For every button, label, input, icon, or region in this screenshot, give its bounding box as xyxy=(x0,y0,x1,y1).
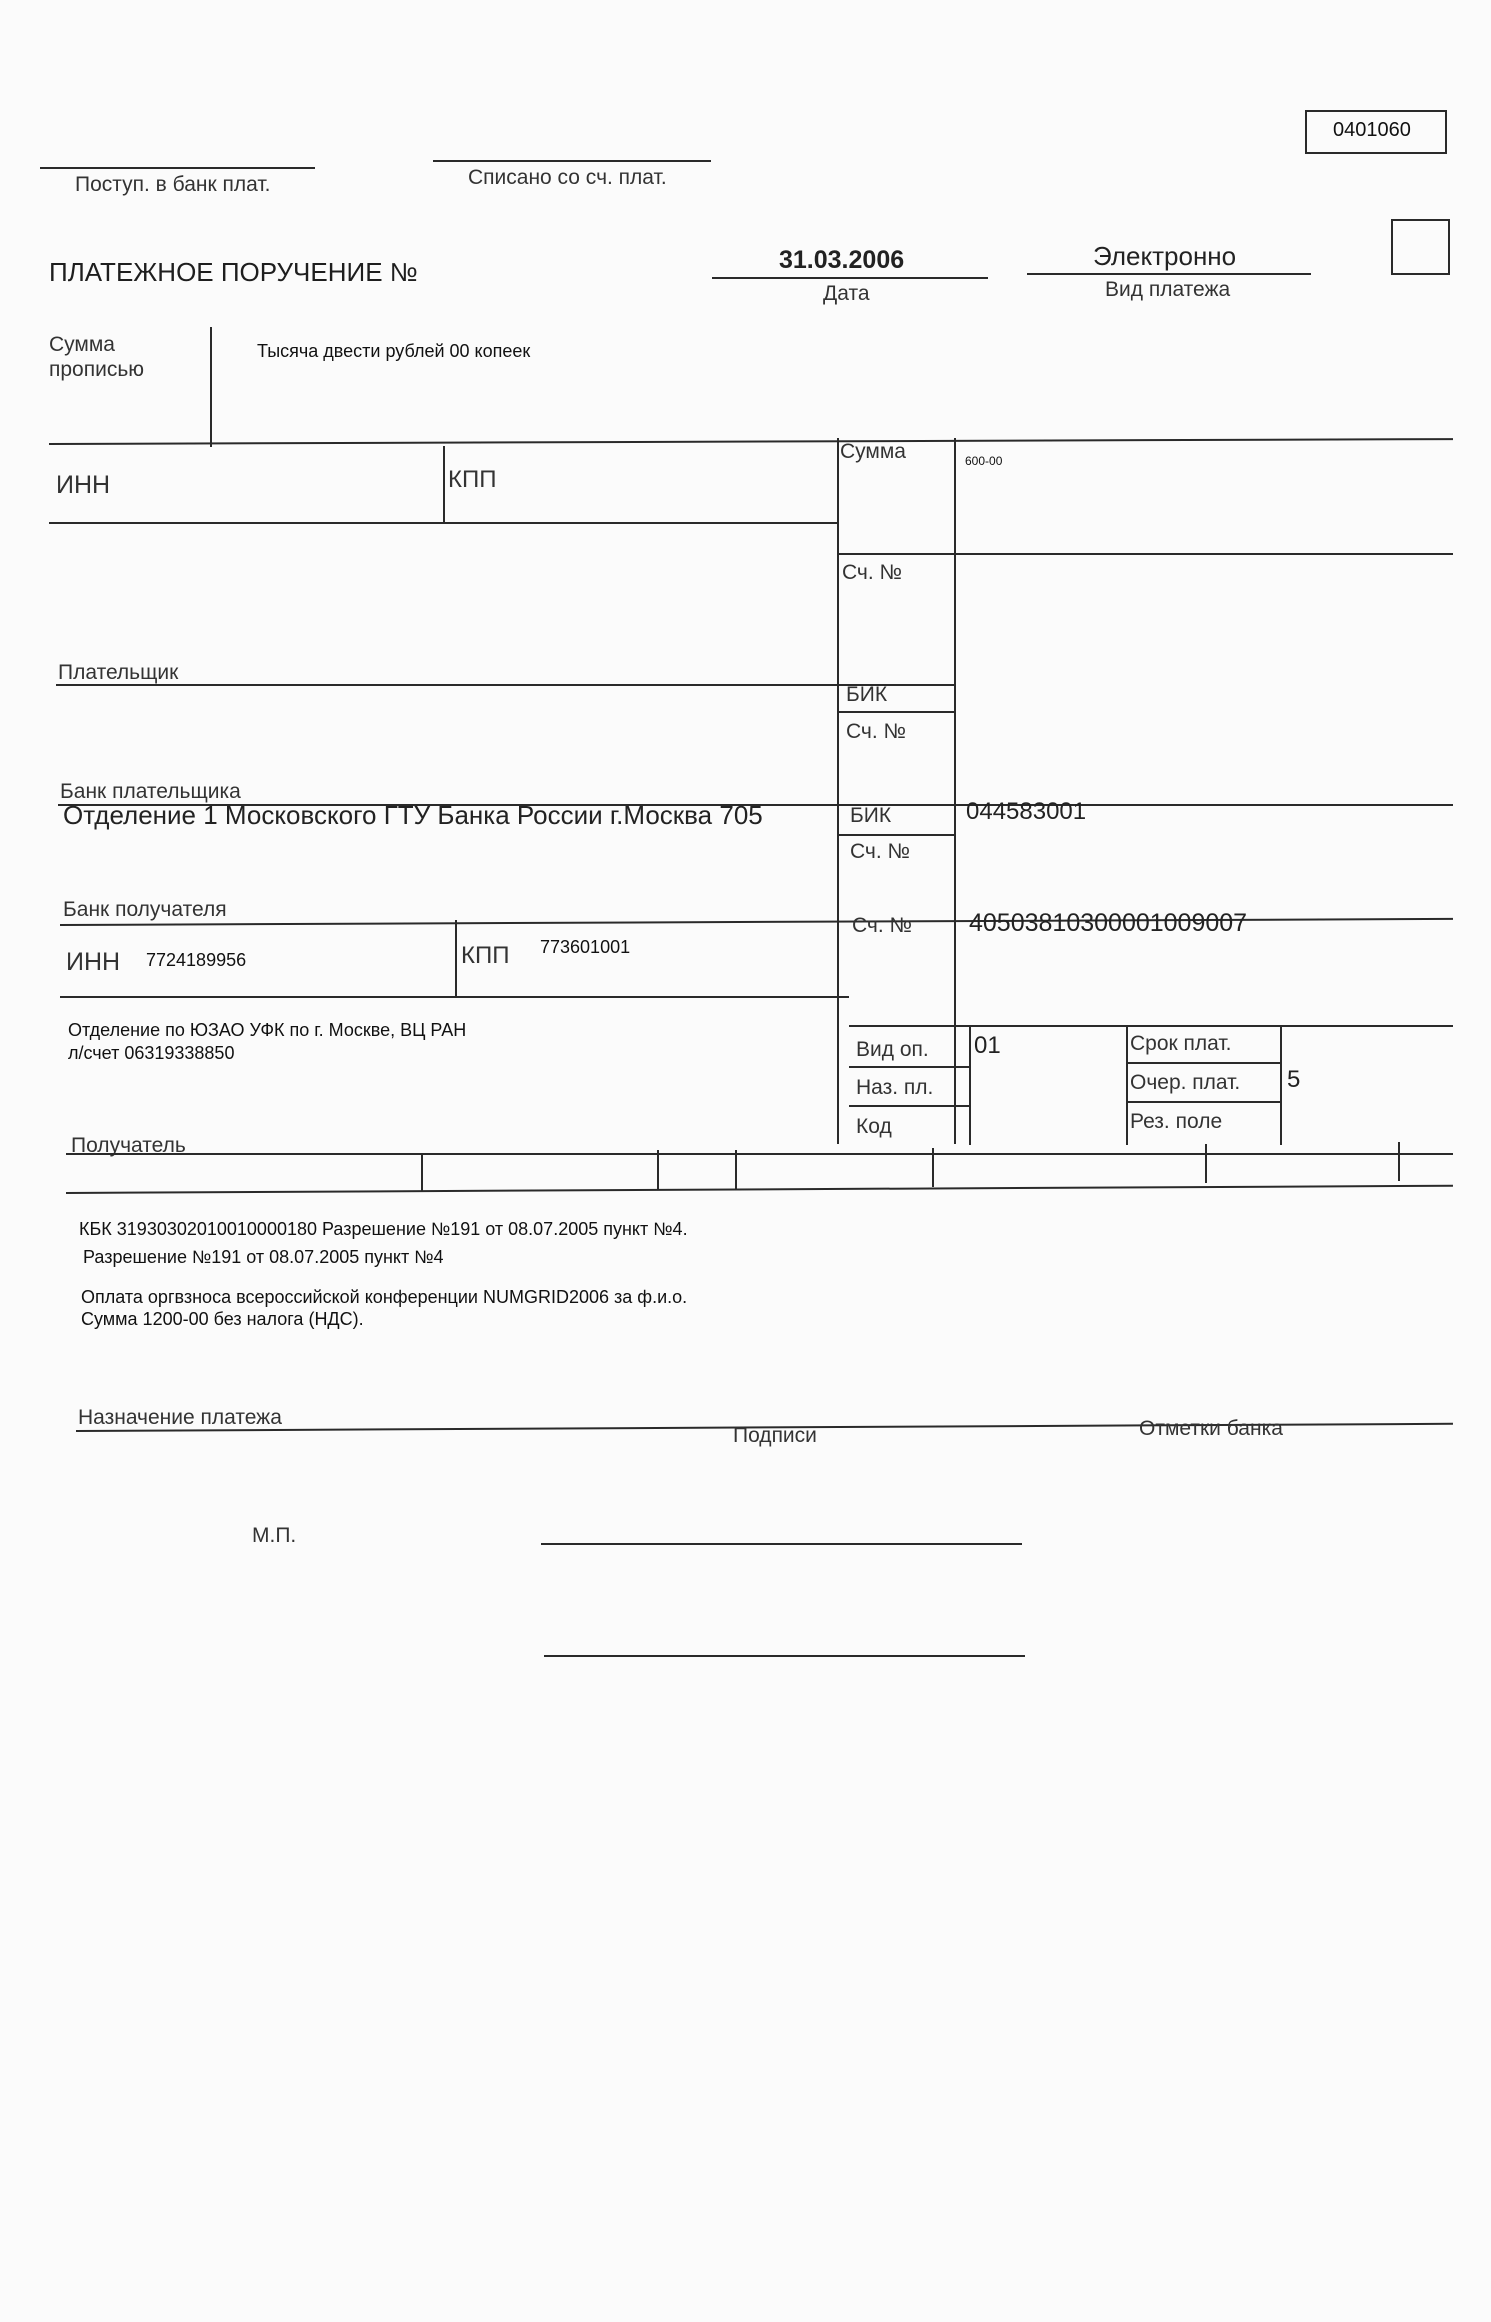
op-type-label: Вид оп. xyxy=(856,1038,929,1061)
payee-name-line2: л/счет 06319338850 xyxy=(68,1043,235,1063)
tax-cell-divider-1 xyxy=(421,1153,423,1192)
op-right-row2-line xyxy=(1126,1101,1280,1103)
payer-bank-bik-label: БИК xyxy=(846,683,888,706)
signature-line-1 xyxy=(541,1543,1022,1545)
payer-sum-label: Сумма xyxy=(840,440,906,463)
purpose-line3: Оплата оргвзноса всероссийской конференции NUMGRID2006 за ф.и.о. xyxy=(81,1287,688,1307)
payee-kpp-label: КПП xyxy=(461,942,510,969)
payee-bank-name: Отделение 1 Московского ГТУ Банка России г.Москва 705 xyxy=(63,800,763,830)
payer-kpp-label: КПП xyxy=(448,466,497,493)
payer-bank-account-label: Сч. № xyxy=(846,720,907,743)
payer-account-label: Сч. № xyxy=(842,561,903,584)
payee-inn-kpp-divider xyxy=(455,920,457,998)
tax-cell-divider-2 xyxy=(657,1150,659,1189)
reserve-label: Рез. поле xyxy=(1130,1110,1223,1133)
tax-cell-divider-5 xyxy=(1205,1144,1207,1183)
payee-inn-label: ИНН xyxy=(66,948,121,976)
payer-bik-line xyxy=(837,711,954,713)
payer-bank-label: Банк плательщика xyxy=(60,780,241,803)
purpose-code-label: Наз. пл. xyxy=(856,1076,934,1099)
col-divider-left xyxy=(837,438,839,1144)
payee-kpp-value: 773601001 xyxy=(540,937,631,957)
op-right-row1-line xyxy=(1126,1062,1280,1064)
debited-label: Списано со сч. плат. xyxy=(468,166,667,189)
received-label: Поступ. в банк плат. xyxy=(75,173,271,196)
operation-divider-a xyxy=(969,1025,971,1145)
priority-label: Очер. плат. xyxy=(1130,1071,1241,1094)
tax-row-top-line xyxy=(66,1153,1453,1155)
date-value: 31.03.2006 xyxy=(779,246,905,274)
sum-bottom-line xyxy=(837,553,1453,555)
payee-inn-bottom-line xyxy=(60,996,849,998)
deadline-label: Срок плат. xyxy=(1130,1032,1232,1055)
purpose-line1: КБК 31930302010010000180 Разрешение №191 от 08.07.2005 пункт №4. xyxy=(79,1219,688,1239)
payment-type-value: Электронно xyxy=(1093,241,1237,271)
payee-label: Получатель xyxy=(71,1134,186,1157)
payee-inn-value: 7724189956 xyxy=(146,950,247,970)
page-title: ПЛАТЕЖНОЕ ПОРУЧЕНИЕ № xyxy=(49,257,418,287)
debited-line xyxy=(433,160,711,162)
amount-words-bottom-line xyxy=(49,438,1453,445)
op-row2-line xyxy=(849,1105,969,1107)
payee-account-label: Сч. № xyxy=(852,914,913,937)
operation-divider-c xyxy=(1280,1025,1282,1145)
payment-type-label: Вид платежа xyxy=(1105,278,1231,301)
tax-row-bottom-line xyxy=(66,1185,1453,1194)
op-type-value: 01 xyxy=(974,1032,1001,1059)
operation-divider-b xyxy=(1126,1025,1128,1145)
signatures-label: Подписи xyxy=(733,1424,817,1447)
code-label: Код xyxy=(856,1115,892,1138)
payer-inn-bottom-line xyxy=(49,522,837,524)
date-line xyxy=(712,277,988,279)
bank-marks-label: Отметки банка xyxy=(1139,1417,1283,1440)
op-row1-line xyxy=(849,1066,969,1068)
tax-cell-divider-4 xyxy=(932,1148,934,1187)
payee-bank-account-label: Сч. № xyxy=(850,840,911,863)
received-line xyxy=(40,167,315,169)
checkbox-square xyxy=(1391,219,1450,275)
priority-value: 5 xyxy=(1287,1066,1301,1093)
purpose-line2: Разрешение №191 от 08.07.2005 пункт №4 xyxy=(83,1247,444,1267)
payee-bik-line xyxy=(837,834,954,836)
payer-sum-value: 600-00 xyxy=(965,454,1003,468)
payer-bottom-line xyxy=(56,684,954,686)
payee-name-line1: Отделение по ЮЗАО УФК по г. Москве, ВЦ РАН xyxy=(68,1020,467,1040)
purpose-label: Назначение платежа xyxy=(78,1406,282,1429)
purpose-line4: Сумма 1200-00 без налога (НДС). xyxy=(81,1309,364,1329)
payer-inn-kpp-divider xyxy=(443,446,445,522)
amount-words-value: Тысяча двести рублей 00 копеек xyxy=(257,341,531,361)
form-code: 0401060 xyxy=(1333,119,1411,141)
tax-cell-divider-3 xyxy=(735,1150,737,1189)
col-divider-right xyxy=(954,438,956,1144)
payer-inn-label: ИНН xyxy=(56,471,111,499)
amount-words-divider xyxy=(210,327,212,447)
amount-words-label-1: Сумма xyxy=(49,333,115,356)
operation-top-line xyxy=(849,1025,1453,1027)
signature-line-2 xyxy=(544,1655,1025,1657)
payee-bank-bik-value: 044583001 xyxy=(966,798,1087,825)
payee-bank-label: Банк получателя xyxy=(63,898,227,921)
payer-label: Плательщик xyxy=(58,661,179,684)
payee-account-value: 40503810300001009007 xyxy=(969,909,1248,937)
tax-cell-divider-6 xyxy=(1398,1142,1400,1181)
amount-words-label-2: прописью xyxy=(49,358,145,381)
payment-type-line xyxy=(1027,273,1311,275)
payee-bank-bik-label: БИК xyxy=(850,804,892,827)
stamp-label: М.П. xyxy=(252,1524,297,1547)
date-label: Дата xyxy=(823,282,870,305)
